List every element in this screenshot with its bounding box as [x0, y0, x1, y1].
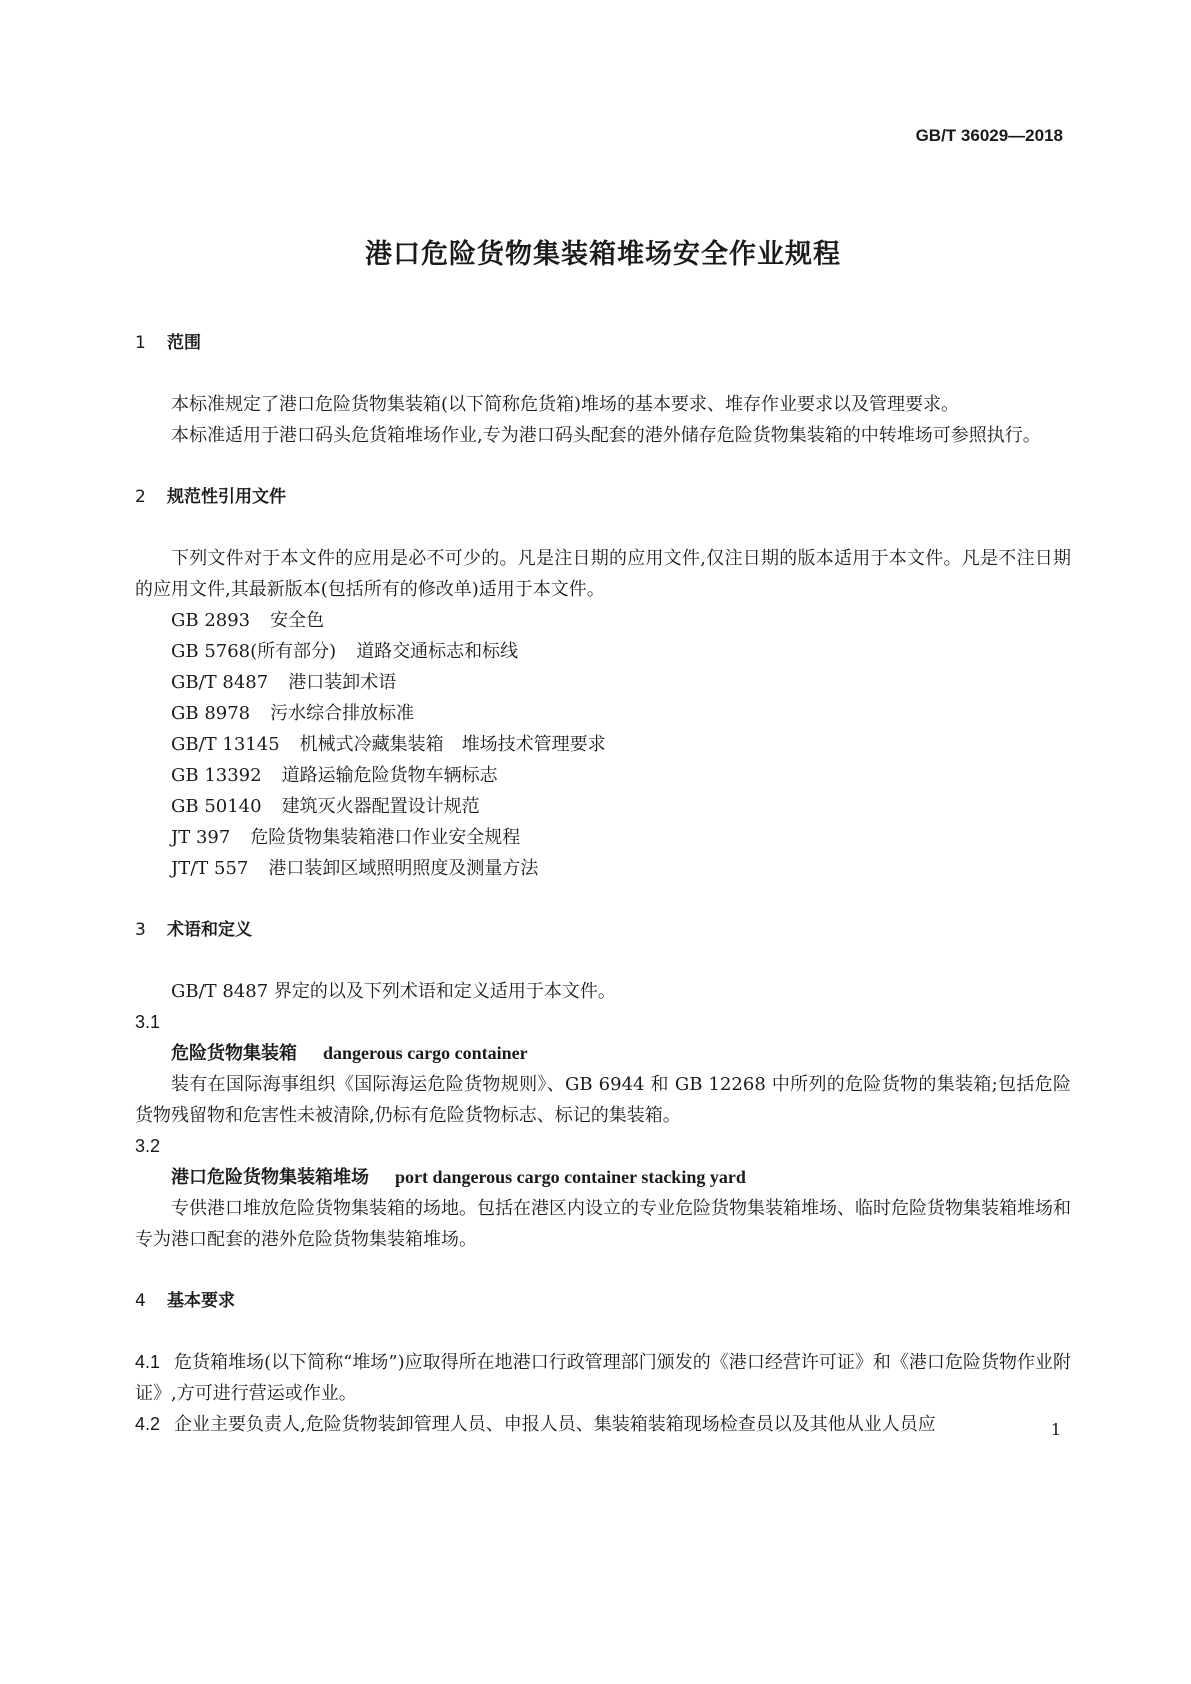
reference-title: 危险货物集装箱港口作业安全规程: [250, 827, 521, 848]
term-definition: 装有在国际海事组织《国际海运危险货物规则》、GB 6944 和 GB 12268 中所列的危险货物的集装箱;包括危险货物残留物和危害性未被清除,仍标有危险货物标志、标记的集装箱。: [135, 1074, 1071, 1126]
term-number: 3.2: [135, 1136, 161, 1156]
term-definition: 专供港口堆放危险货物集装箱的场地。包括在港区内设立的专业危险货物集装箱堆场、临时危险货物集装箱堆场和专为港口配套的港外危险货物集装箱堆场。: [135, 1198, 1071, 1250]
reference-code: JT/T 557: [171, 858, 249, 879]
document-title: 港口危险货物集装箱堆场安全作业规程: [365, 239, 841, 270]
reference-code: GB 13392: [171, 765, 262, 786]
clause-text: 企业主要负责人,危险货物装卸管理人员、申报人员、集装箱装箱现场检查员以及其他从业人员应: [174, 1414, 936, 1435]
section-number: 1: [135, 333, 146, 353]
clause-paragraph: [135, 1409, 1071, 1440]
references-intro: 下列文件对于本文件的应用是必不可少的。凡是注日期的应用文件,仅注日期的版本适用于本文件。凡是不注日期的应用文件,其最新版本(包括所有的修改单)适用于本文件。: [135, 548, 1071, 600]
term-zh: 港口危险货物集装箱堆场: [171, 1167, 369, 1188]
scope-paragraph: 本标准适用于港口码头危货箱堆场作业,专为港口码头配套的港外储存危险货物集装箱的中转堆场可参照执行。: [171, 425, 1041, 446]
terms-intro: GB/T 8487 界定的以及下列术语和定义适用于本文件。: [171, 981, 616, 1002]
clause-paragraph: [135, 1347, 1071, 1409]
section-heading-scope: [135, 331, 1071, 355]
term-en: dangerous cargo container: [323, 1043, 528, 1063]
term-heading: [135, 1038, 1071, 1069]
reference-item: [171, 636, 1071, 667]
reference-title: 港口装卸区域照明照度及测量方法: [268, 858, 539, 879]
term-zh: 危险货物集装箱: [171, 1043, 297, 1064]
reference-list: [135, 605, 1071, 884]
section-title: 术语和定义: [167, 920, 252, 940]
section-number: 4: [135, 1291, 146, 1311]
reference-item: [171, 667, 1071, 698]
reference-code: GB 50140: [171, 796, 262, 817]
reference-title: 港口装卸术语: [288, 672, 397, 693]
reference-title: 安全色: [270, 610, 325, 631]
section-number: 3: [135, 920, 146, 940]
clause-text: 危货箱堆场(以下简称“堆场”)应取得所在地港口行政管理部门颁发的《港口经营许可证》和《港口危险货物作业附证》,方可进行营运或作业。: [135, 1352, 1071, 1404]
reference-title: 道路运输危险货物车辆标志: [281, 765, 498, 786]
clause-number: 4.1: [135, 1352, 161, 1372]
reference-code: GB/T 8487: [171, 672, 269, 693]
term-en: port dangerous cargo container stacking yard: [395, 1167, 746, 1187]
term-number: 3.1: [135, 1012, 161, 1032]
section-number: 2: [135, 487, 146, 507]
reference-title: 建筑灭火器配置设计规范: [281, 796, 480, 817]
reference-item: [171, 853, 1071, 884]
reference-code: JT 397: [171, 827, 231, 848]
section-heading-references: [135, 485, 1071, 509]
reference-title: 污水综合排放标准: [270, 703, 415, 724]
section-title: 基本要求: [167, 1291, 235, 1311]
reference-code: GB/T 13145: [171, 734, 280, 755]
section-title: 规范性引用文件: [167, 487, 286, 507]
reference-item: [171, 698, 1071, 729]
reference-item: [171, 729, 1071, 760]
reference-title: 道路交通标志和标线: [356, 641, 519, 662]
section-heading-basic: [135, 1289, 1071, 1313]
standard-number: GB/T 36029—2018: [915, 126, 1063, 145]
reference-item: [171, 605, 1071, 636]
section-heading-terms: [135, 918, 1071, 942]
reference-item: [171, 760, 1071, 791]
reference-code: GB 8978: [171, 703, 251, 724]
clause-number: 4.2: [135, 1414, 161, 1434]
page-number: 1: [1050, 1420, 1061, 1439]
reference-title: 机械式冷藏集装箱 堆场技术管理要求: [299, 734, 606, 755]
reference-code: GB 5768(所有部分): [171, 641, 337, 662]
reference-item: [171, 822, 1071, 853]
reference-code: GB 2893: [171, 610, 251, 631]
term-heading: [135, 1162, 1071, 1193]
section-title: 范围: [167, 333, 201, 353]
scope-paragraph: 本标准规定了港口危险货物集装箱(以下简称危货箱)堆场的基本要求、堆存作业要求以及管理要求。: [171, 394, 960, 415]
reference-item: [171, 791, 1071, 822]
